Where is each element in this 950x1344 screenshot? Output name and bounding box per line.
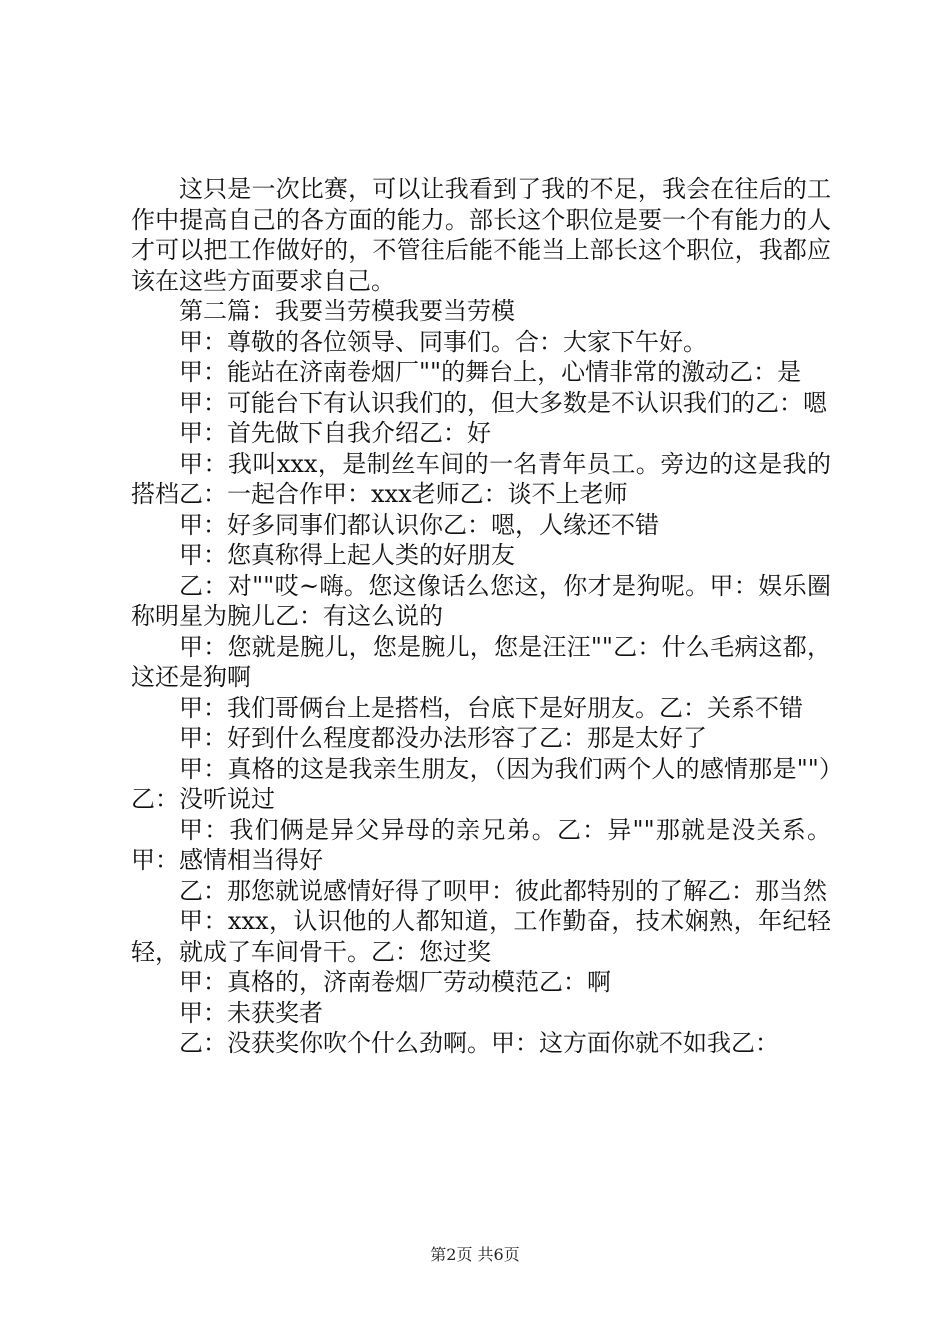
- paragraph: 甲：您真称得上起人类的好朋友: [179, 541, 515, 569]
- paragraph: 甲：未获奖者: [179, 998, 323, 1027]
- section-heading: 第二篇：我要当劳模我要当劳模: [179, 297, 515, 325]
- paragraph: 甲：您就是腕儿，您是腕儿，您是汪汪""乙：什么毛病这都，这还是狗啊: [131, 632, 831, 691]
- paragraph: 甲：真格的这是我亲生朋友，（因为我们两个人的感情那是""）乙：没听说过: [131, 754, 831, 813]
- paragraph: 甲：我们哥俩台上是搭档，台底下是好朋友。乙：关系不错: [179, 693, 803, 722]
- paragraph: 乙：那您就说感情好得了呗甲：彼此都特别的了解乙：那当然: [179, 876, 827, 905]
- page-number-footer: 第2页 共6页: [430, 1245, 520, 1264]
- paragraph: 乙：没获奖你吹个什么劲啊。甲：这方面你就不如我乙：: [179, 1029, 779, 1057]
- paragraph: 这只是一次比赛，可以让我看到了我的不足，我会在往后的工作中提高自己的各方面的能力。部长这个职位是要一个有能力的人才可以把工作做好的，不管往后能不能当上部长这个职位，我都应该在这些方面要求自己。: [131, 175, 831, 295]
- paragraph: 甲：好多同事们都认识你乙：嗯，人缘还不错: [179, 510, 659, 539]
- paragraph: 甲：真格的，济南卷烟厂劳动模范乙：啊: [179, 968, 611, 996]
- paragraph: 甲：xxx，认识他的人都知道，工作勤奋，技术娴熟，年纪轻轻，就成了车间骨干。乙：您过奖: [131, 907, 831, 966]
- paragraph: 甲：我叫xxx，是制丝车间的一名青年员工。旁边的这是我的搭档乙：一起合作甲：xxx老师乙：谈不上老师: [131, 449, 831, 508]
- paragraph: 甲：好到什么程度都没办法形容了乙：那是太好了: [179, 724, 707, 752]
- paragraph: 甲：首先做下自我介绍乙：好: [179, 419, 491, 447]
- paragraph: 乙：对""哎~嗨。您这像话么您这，你才是狗呢。甲：娱乐圈称明星为腕儿乙：有这么说的: [131, 571, 831, 630]
- paragraph: 甲：可能台下有认识我们的，但大多数是不认识我们的乙：嗯: [179, 388, 827, 417]
- paragraph: 甲：能站在济南卷烟厂""的舞台上，心情非常的激动乙：是: [179, 358, 802, 386]
- paragraph: 甲：我们俩是异父异母的亲兄弟。乙：异""那就是没关系。甲：感情相当得好: [131, 815, 831, 874]
- document-body: [131, 174, 831, 1059]
- paragraph: 甲：尊敬的各位领导、同事们。合：大家下午好。: [179, 327, 707, 356]
